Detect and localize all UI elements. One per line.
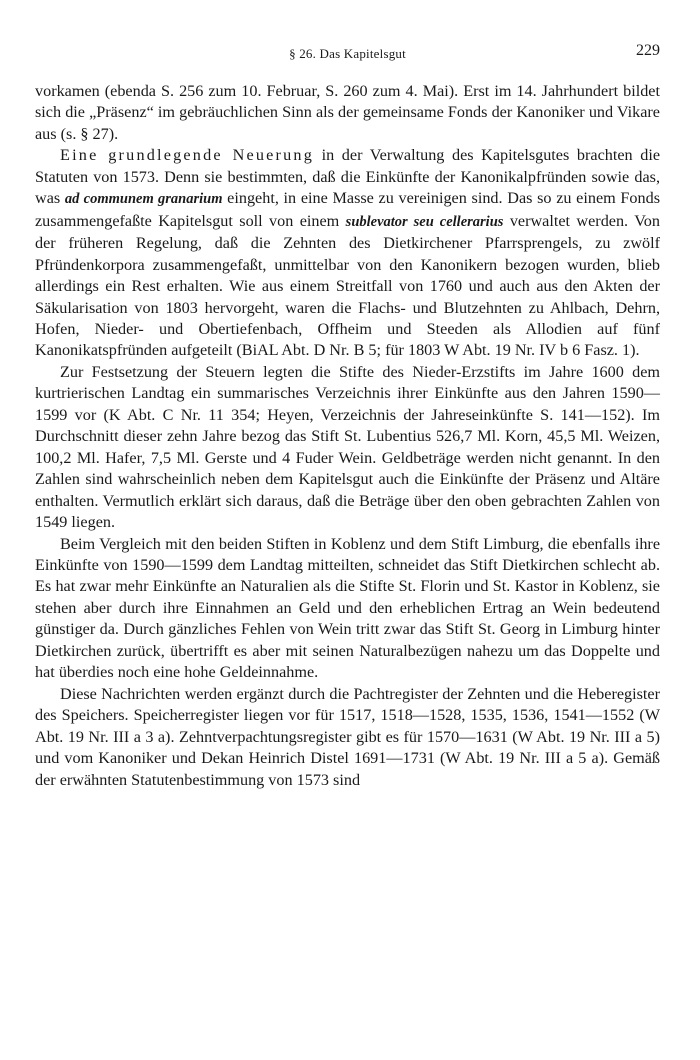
paragraph-3: Zur Festsetzung der Steuern legten die Stifte des Nieder-Erzstifts im Jahre 1600 dem kurtrierischen Landtag ein summarisches Verzeichnis ihrer Einkünfte aus den Jahren 1590—1599 vor (K Abt. C Nr. 11 354; Heyen, Verzeichnis der Jahreseinkünfte S. 141—152). Im Durchschnitt dieser zehn Jahre bezog das Stift St. Lubentius 526,7 Ml. Korn, 45,5 Ml. Weizen, 100,2 Ml. Hafer, 7,5 Ml. Gerste und 4 Fuder Wein. Geldbeträge werden nicht genannt. In den Zahlen sind wahrscheinlich neben dem Kapitelsgut auch die Einkünfte der Präsenz und Altäre enthalten. Vermutlich erklärt sich daraus, daß die Beträge über den oben gebrachten Zahlen von 1549 liegen. [35, 362, 660, 532]
latin-term-2: sublevator seu cellerarius [345, 213, 504, 230]
spaced-emphasis: Eine grundlegende Neuerung [60, 146, 314, 165]
latin-term-1: ad communem granarium [64, 191, 223, 208]
paragraph-2-text-1: in der Verwaltung des Kapitelsgutes brachten die Statuten von 1573. Denn sie bestimmten, daß die Einkünfte der Kanonikalpfründen sowie das, was [35, 146, 660, 208]
page-number: 229 [636, 42, 660, 59]
paragraph-1: vorkamen (ebenda S. 256 zum 10. Februar, S. 260 zum 4. Mai). Erst im 14. Jahrhundert bildet sich die „Präsenz“ im gebräuchlichen Sinn als der gemeinsame Fonds der Kanoniker und Vikare aus (s. § 27). [35, 82, 660, 143]
paragraph-4: Beim Vergleich mit den beiden Stiften in Koblenz und dem Stift Limburg, die ebenfalls ihre Einkünfte von 1590—1599 dem Landtag mitteilten, schneidet das Stift Dietkirchen schlecht ab. Es hat zwar mehr Einkünfte an Naturalien als die Stifte St. Florin und St. Kastor in Koblenz, sie stehen aber durch ihre Einnahmen an Geld und den erheblichen Ertrag an Wein bedeutend günstiger da. Durch gänzliches Fehlen von Wein tritt zwar das Stift St. Georg in Limburg hinter Dietkirchen zurück, übertrifft es aber mit seinen Naturalbezügen nahezu um das Doppelte und hat überdies noch eine hohe Geldeinnahme. [35, 534, 660, 682]
running-title: § 26. Das Kapitelsgut [289, 46, 406, 61]
paragraph-2-text-3: verwaltet werden. Von der früheren Regelung, daß die Zehnten des Dietkirchener Pfarrsprengels, zu zwölf Pfründenkorpora zusammengefaßt, unmittelbar von den Kanonikern bezogen wurden, blieb allerdings ein Rest erhalten. Wie aus einem Streitfall von 1760 und auch aus den Akten der Säkularisation von 1803 hervorgeht, waren die Flachs- und Blutzehnten zu Ahlbach, Dehrn, Hofen, Nieder- und Obertiefenbach, Offheim und Steeden als Allodien auf fünf Kanonikatspfründen aufgeteilt (BiAL Abt. D Nr. B 5; für 1803 W Abt. 19 Nr. IV b 6 Fasz. 1). [35, 211, 660, 360]
paragraph-2-text-2: eingeht, in eine Masse zu vereinigen sind. Das so zu einem Fonds zusammengefaßte Kapitelsgut soll von einem [35, 189, 660, 230]
paragraph-5: Diese Nachrichten werden ergänzt durch die Pachtregister der Zehnten und die Heberegister des Speichers. Speicherregister liegen vor für 1517, 1518—1528, 1535, 1536, 1541—1552 (W Abt. 19 Nr. III a 3 a). Zehntverpachtungsregister gibt es für 1570—1631 (W Abt. 19 Nr. III a 5) und vom Kanoniker und Dekan Heinrich Distel 1691—1731 (W Abt. 19 Nr. III a 5 a). Gemäß der erwähnten Statutenbestimmung von 1573 sind [35, 684, 660, 789]
body-text [35, 81, 660, 791]
paragraph-2 [35, 145, 660, 362]
page-header [35, 42, 660, 66]
